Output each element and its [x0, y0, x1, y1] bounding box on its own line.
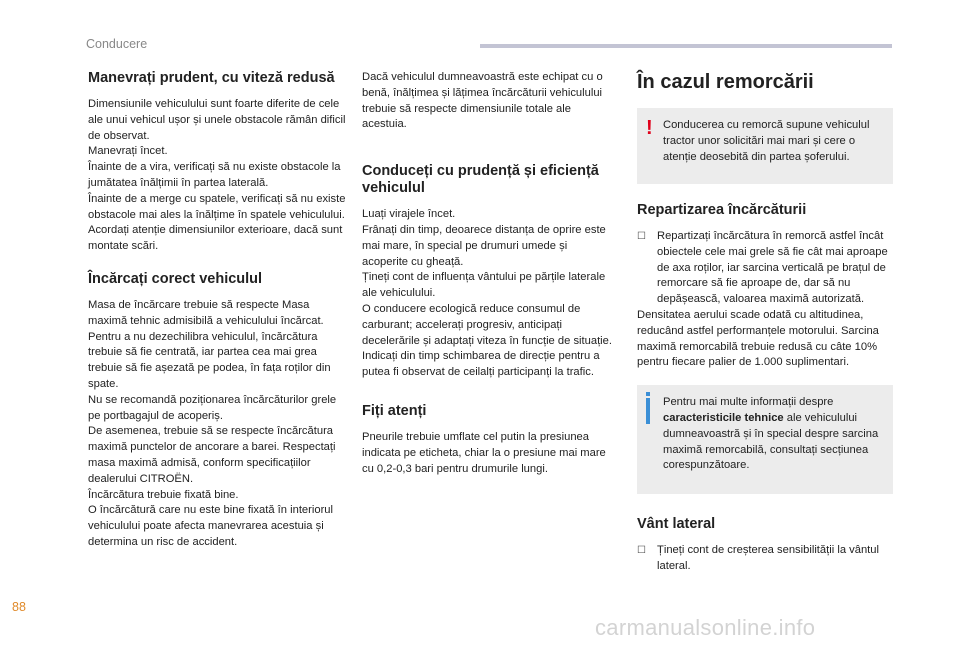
list-item [637, 229, 893, 308]
info-text-bold: caracteristicile tehnice [663, 411, 784, 424]
heading-fiti-atenti: Fiți atenți [362, 402, 427, 419]
heading-vant-lateral: Vânt lateral [637, 516, 716, 533]
info-box [637, 385, 893, 494]
bullet-icon: ☐ [637, 545, 646, 557]
column-2 [362, 70, 612, 477]
bullet-text: Țineți cont de creșterea sensibilității la vântul lateral. [657, 544, 879, 572]
warning-text: Conducerea cu remorcă supune vehiculul tractor unor solicitări mai mari și cere o atenție deosebită din partea șoferului. [663, 119, 870, 163]
list-item [637, 543, 893, 575]
info-text-end: ale vehiculului dumneavoastră și în special despre sarcina maximă remorcabilă, consultați secțiunea corespunzătoare. [663, 411, 879, 472]
heading-manevrati: Manevrați prudent, cu viteză redusă [88, 70, 335, 86]
watermark: carmanualsonline.info [595, 615, 816, 640]
heading-remorcare: În cazul remorcării [637, 71, 814, 93]
heading-incarcati: Încărcați corect vehiculul [88, 270, 263, 287]
bullet-text: Repartizați încărcătura în remorcă astfel încât obiectele cele mai grele să fie cât mai aproape de axa roților, iar sarcina verticală pe brațul de remorcare să fie aproape de, dar să nu depășească, valoarea maximă autorizată. [657, 230, 888, 306]
heading-conduceti: Conduceți cu prudență și eficiență vehiculul [362, 163, 599, 197]
paragraph-fiti-atenti: Pneurile trebuie umflate cel putin la presiunea indicata pe eticheta, chiar la o presiune mai mare cu 0,2-0,3 bari pentru drumurile lungi. [362, 430, 606, 475]
info-text-start: Pentru mai multe informații despre [663, 396, 834, 409]
paragraph-incarcati: Masa de încărcare trebuie să respecte Masa maximă tehnic admisibilă a vehiculului încărcat. Pentru a nu dezechilibra vehiculul, încărcătura trebuie să fie centrată, iar partea cea mai grea trebuie să fie așezată pe podea, în fața roților din spate. Nu se recomandă poziționarea încărcăturilor grele pe portbagajul de acoperiș. De asemenea, trebuie să se respecte încărcătura maximă punctelor de ancorare a barei. Respectați masa maximă admisă, conform specificațiilor dealerului CITROËN. Încărcătura trebuie fixată bine. O încărcătură care nu este bine fixată în interiorul vehiculului poate afecta manevrarea acestuia și determina un risc de accident. [88, 298, 337, 548]
header-bar [480, 44, 892, 48]
section-header: Conducere [86, 37, 148, 51]
paragraph-manevrati: Dimensiunile vehiculului sunt foarte diferite de cele ale unui vehicul ușor și unele obstacole rămân dificil de observat. Manevrați încet. Înainte de a vira, verificați să nu existe obstacole la jumătatea înălțimii în partea laterală. Înainte de a merge cu spatele, verificați să nu existe obstacole mai ales la înălțime în spatele vehiculului. Acordați atenție dimensiunilor exterioare, dacă sunt montate scări. [88, 98, 346, 253]
bullet-icon: ☐ [637, 231, 646, 242]
paragraph-conduceti: Luați virajele încet. Frânați din timp, deoarece distanța de oprire este mai mare, în special pe drumuri umede și acoperite cu gheață. Țineți cont de influența vântului pe părțile laterale ale vehiculului. O conducere ecologică reduce consumul de carburant; accelerați progresiv, anticipați decelerările și adaptați viteza în funcție de situație. Indicați din timp schimbarea de direcție pentru a putea fi observat de ceilalți participanți la trafic. [362, 208, 612, 379]
page-number: 88 [12, 600, 26, 614]
column-3 [637, 70, 893, 575]
warning-box [637, 108, 893, 184]
info-text [663, 395, 879, 474]
column-1 [88, 70, 346, 551]
paragraph-bena: Dacă vehiculul dumneavoastră este echipat cu o benă, înălțimea și lățimea încărcăturii vehiculului trebuie să respecte dimensiunile totale ale acestuia. [362, 71, 603, 131]
heading-repartizarea: Repartizarea încărcăturii [637, 202, 807, 218]
info-icon [646, 398, 650, 424]
warning-icon: ! [646, 117, 653, 139]
paragraph-densitate: Densitatea aerului scade odată cu altitudinea, reducând astfel performanțele motorului. Sarcina maximă remorcabilă trebuie redusă cu câte 10% pentru fiecare palier de 1.000 suplimentari. [637, 308, 879, 369]
